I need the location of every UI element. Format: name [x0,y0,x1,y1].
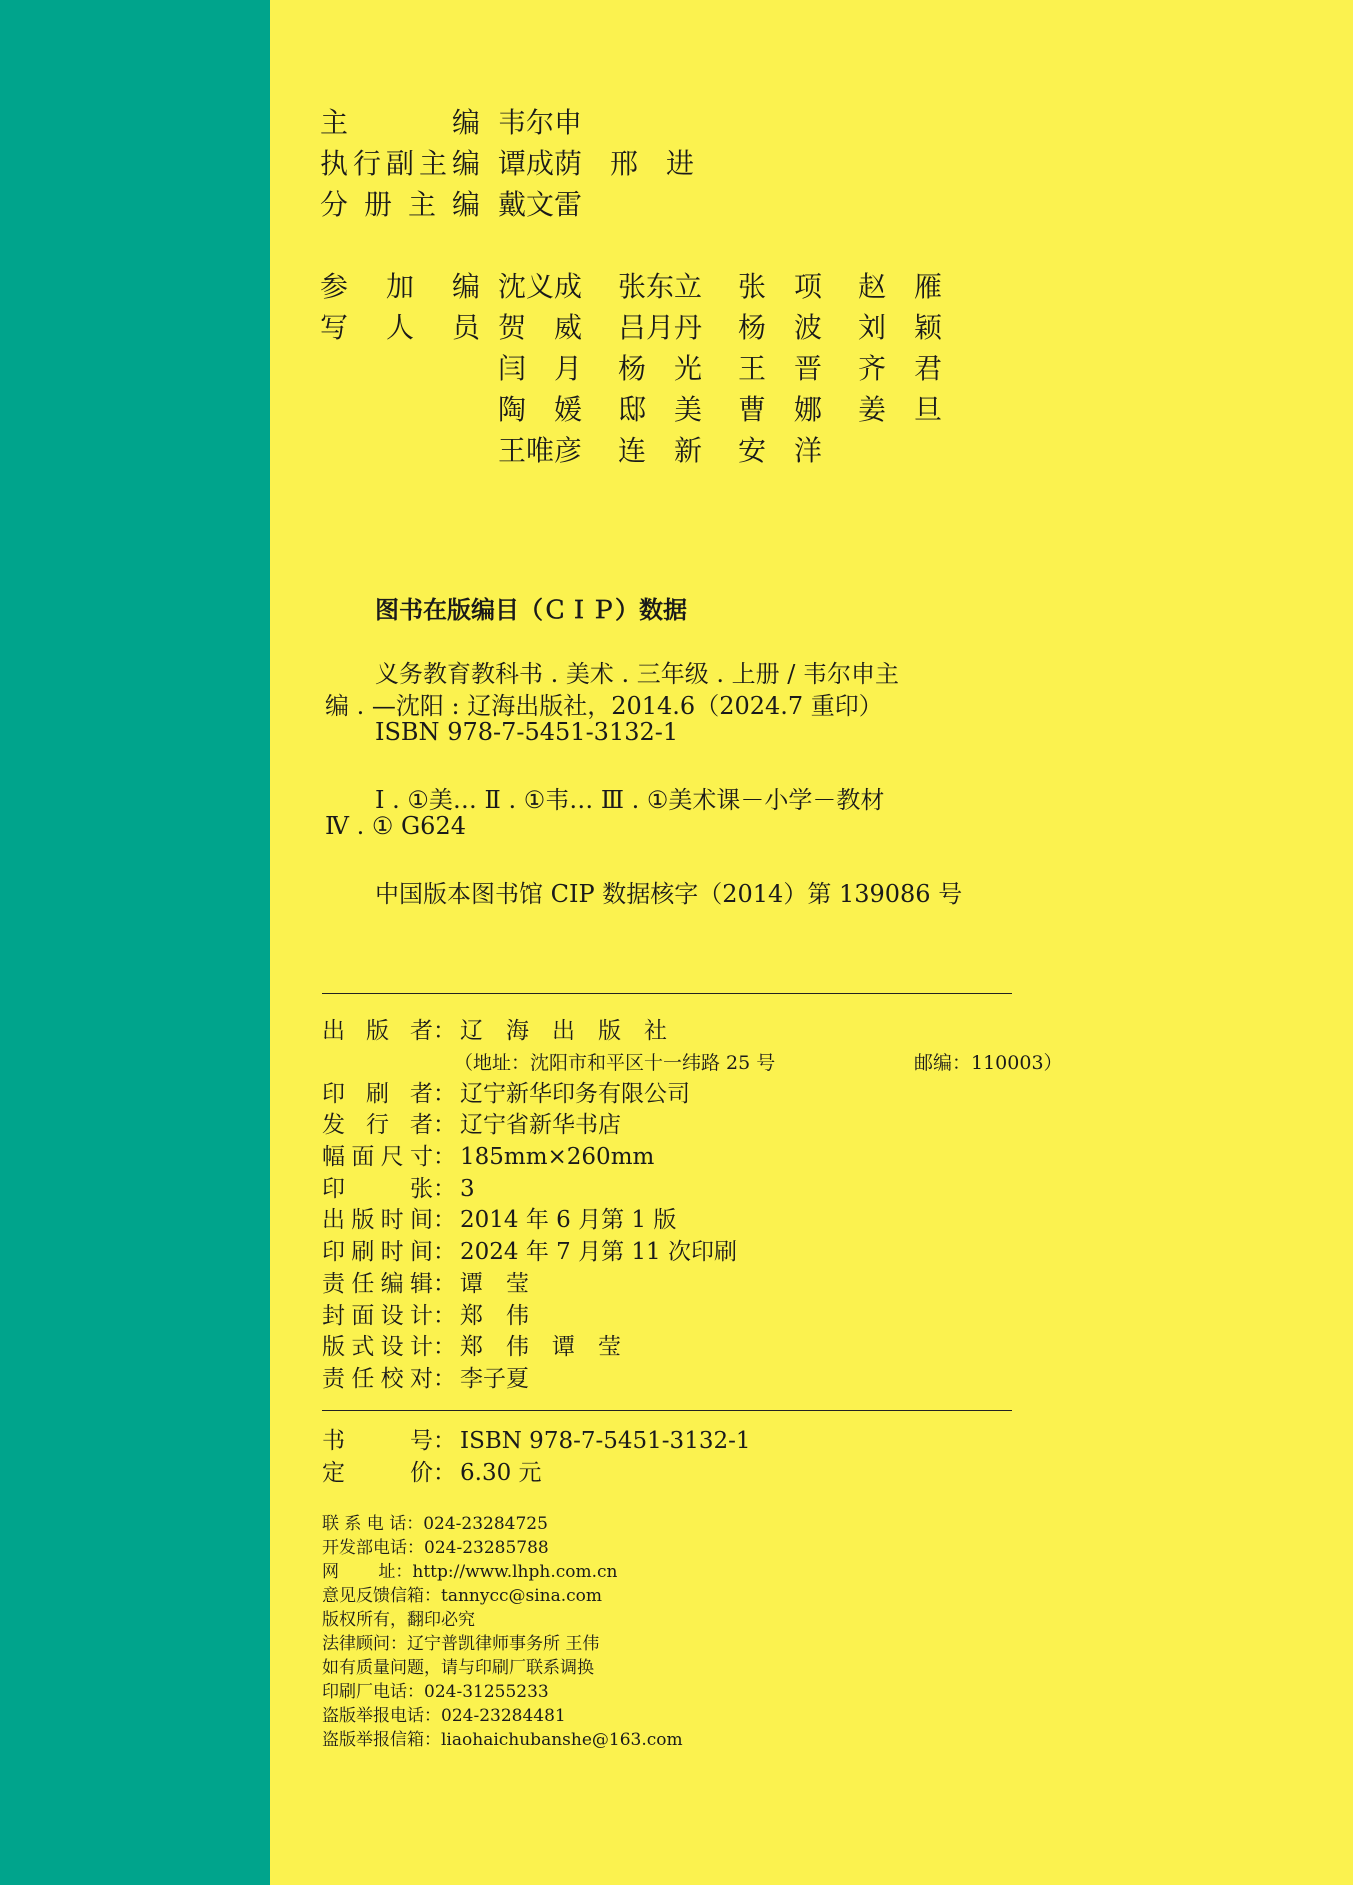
imprint-label [322,1364,456,1396]
copyright-page [270,0,1353,1885]
label-char: 版 [322,1334,345,1361]
contributor-name: 连 新 [618,434,703,467]
imprint-label [322,1426,456,1458]
imprint-label [322,1332,456,1364]
label-char: 发 [322,1112,345,1139]
role-char: 编 [451,188,480,221]
label-char: 时 [380,1207,404,1234]
imprint-value: 谭 莹 [460,1270,529,1297]
label-char: 号： [410,1428,456,1454]
contact-value: liaohaichubanshe@163.com [441,1730,683,1750]
contributor-name: 闫 月 [498,352,583,385]
contact-line [322,1560,683,1584]
contributor-name: 王唯彦 [498,434,583,467]
label-char: 任 [351,1270,375,1297]
label-char: 尺 [380,1144,404,1171]
contact-label: 盗版举报电话： [322,1706,441,1726]
contact-line [322,1632,683,1656]
imprint-label [322,1174,456,1206]
imprint-label [322,1269,456,1301]
imprint-value: 辽宁省新华书店 [460,1112,621,1139]
imprint-value: 185mm×260mm [460,1144,655,1171]
role-char: 分 [320,188,349,221]
label-char: 行 [366,1112,389,1139]
contributor-name: 曹 娜 [738,393,823,426]
divider-top [322,993,1012,994]
editor-role [320,102,480,143]
label-char: 印 [322,1175,345,1202]
imprint-value: 6.30 元 [460,1459,542,1486]
contact-value: 辽宁普凯律师事务所 王伟 [407,1634,600,1654]
role-char: 编 [451,147,480,180]
contact-label: 版权所有，翻印必究 [322,1610,475,1630]
role-char: 员 [451,311,480,344]
label-char: 出 [322,1018,345,1044]
role-char: 写 [320,311,349,344]
contact-line [322,1656,683,1680]
cip-line-1: 义务教育教科书 . 美术 . 三年级 . 上册 / 韦尔申主 [375,660,900,688]
cip-title: 图书在版编目（ＣＩＰ）数据 [375,596,687,624]
editor-names: 谭成荫 邢 进 [498,147,695,180]
label-char: 版 [351,1207,375,1234]
label-char: 价： [410,1459,456,1486]
role-char: 主 [418,147,447,180]
contributor-name: 贺 威 [498,311,583,344]
imprint-label [322,1110,456,1142]
label-char: 面 [351,1144,375,1171]
imprint-value: 辽 海 出 版 社 [460,1018,667,1044]
label-char: 幅 [322,1144,345,1171]
role-char: 编 [451,106,480,139]
contributor-name: 安 洋 [738,434,823,467]
label-char: 校 [380,1365,404,1392]
label-char: 对： [409,1365,456,1392]
role-char: 行 [352,147,381,180]
label-char: 设 [380,1334,404,1361]
label-char: 版 [366,1018,389,1044]
contributor-name: 王 晋 [738,352,823,385]
contact-value: tannycc@sina.com [441,1586,603,1606]
cip-line-2: 编 . —沈阳 : 辽海出版社，2014.6（2024.7 重印） [325,692,883,720]
role-char: 人 [385,311,414,344]
label-char: 刷 [351,1239,375,1266]
label-char: 计： [409,1334,456,1361]
imprint-value: 郑 伟 谭 莹 [460,1334,621,1361]
role-char: 编 [451,270,480,303]
contact-value: 024-23284725 [423,1514,548,1534]
cip-classification-2: Ⅳ . ① G624 [325,812,466,840]
contributor-role [320,307,480,348]
label-char: 时 [380,1239,404,1266]
label-char: 责 [322,1365,345,1392]
role-char: 参 [320,270,349,303]
label-char: 者： [410,1080,456,1107]
label-char: 寸： [409,1144,456,1171]
imprint-value: 辽宁新华印务有限公司 [460,1080,690,1107]
label-char: 责 [322,1270,345,1297]
contributor-name: 邸 美 [618,393,703,426]
imprint-value: 郑 伟 [460,1302,529,1329]
contact-label: 意见反馈信箱： [322,1586,441,1606]
divider-bottom [322,1410,1012,1411]
contributor-role [320,266,480,307]
contact-label: 网 址： [322,1562,413,1582]
label-char: 者： [410,1018,456,1044]
role-char: 主 [407,188,436,221]
label-char: 定 [322,1459,345,1486]
contact-line [322,1536,683,1560]
contributor-name: 杨 波 [738,311,823,344]
contributor-name: 齐 君 [858,352,943,385]
cip-isbn: ISBN 978-7-5451-3132-1 [375,718,679,746]
contributor-name: 刘 颖 [858,311,943,344]
contributor-name: 陶 媛 [498,393,583,426]
imprint-value: 3 [460,1175,475,1202]
contributor-name: 吕月丹 [618,311,703,344]
contact-label: 印刷厂电话： [322,1682,424,1702]
contact-line [322,1608,683,1632]
role-char: 主 [320,106,349,139]
label-char: 出 [322,1207,345,1234]
contact-line [322,1680,683,1704]
label-char: 计： [409,1302,456,1329]
label-char: 封 [322,1302,345,1329]
imprint-value: 2024 年 7 月第 11 次印刷 [460,1239,737,1266]
label-char: 者： [410,1112,456,1139]
contributor-name: 沈义成 [498,270,583,303]
imprint-label [322,1237,456,1269]
contact-value: 024-23285788 [424,1538,549,1558]
label-char: 张： [410,1175,456,1202]
contributor-name: 姜 旦 [858,393,943,426]
label-char: 面 [351,1302,375,1329]
contact-label: 如有质量问题，请与印刷厂联系调换 [322,1658,594,1678]
contact-line [322,1728,683,1752]
editor-names: 戴文雷 [498,188,583,221]
label-char: 任 [351,1365,375,1392]
imprint-label [322,1205,456,1237]
label-char: 编 [380,1270,404,1297]
contributor-name: 赵 雁 [858,270,943,303]
contact-line [322,1512,683,1536]
cover-spine-band [0,0,270,1885]
contact-value: 024-23284481 [441,1706,566,1726]
label-char: 辑： [409,1270,456,1297]
label-char: 印 [322,1080,345,1107]
imprint-label [322,1079,456,1111]
cip-record-number: 中国版本图书馆 CIP 数据核字（2014）第 139086 号 [375,880,963,908]
editor-role [320,184,480,225]
imprint-value: ISBN 978-7-5451-3132-1 [460,1428,751,1454]
contributor-name: 张 项 [738,270,823,303]
label-char: 设 [380,1302,404,1329]
label-char: 式 [351,1334,375,1361]
contact-label: 盗版举报信箱： [322,1730,441,1750]
imprint-label [322,1458,456,1490]
editor-role [320,143,480,184]
label-char: 刷 [366,1080,389,1107]
role-char: 册 [363,188,392,221]
imprint-value: 2014 年 6 月第 1 版 [460,1207,677,1234]
label-char: 书 [322,1428,345,1454]
contact-value: http://www.lhph.com.cn [412,1562,618,1582]
contributor-name: 杨 光 [618,352,703,385]
label-char: 间： [409,1239,456,1266]
contact-label: 法律顾问： [322,1634,407,1654]
label-char: 印 [322,1239,345,1266]
role-char: 执 [320,147,349,180]
imprint-label [322,1016,456,1048]
contact-info [322,1512,683,1752]
contact-label: 联 系 电 话： [322,1514,424,1534]
contact-label: 开发部电话： [322,1538,424,1558]
role-char: 副 [385,147,414,180]
label-char: 间： [409,1207,456,1234]
contact-value: 024-31255233 [424,1682,549,1702]
contact-line [322,1704,683,1728]
address-text: （地址：沈阳市和平区十一纬路 25 号 [454,1051,776,1074]
editor-names: 韦尔申 [498,106,583,139]
imprint-label [322,1142,456,1174]
role-char: 加 [385,270,414,303]
contact-line [322,1584,683,1608]
imprint-label [322,1301,456,1333]
cip-classification-1: Ⅰ . ①美… Ⅱ . ①韦… Ⅲ . ①美术课－小学－教材 [375,786,885,814]
postcode-text: 邮编：110003） [914,1051,1063,1074]
contributor-name: 张东立 [618,270,703,303]
imprint-value: 李子夏 [460,1365,529,1392]
